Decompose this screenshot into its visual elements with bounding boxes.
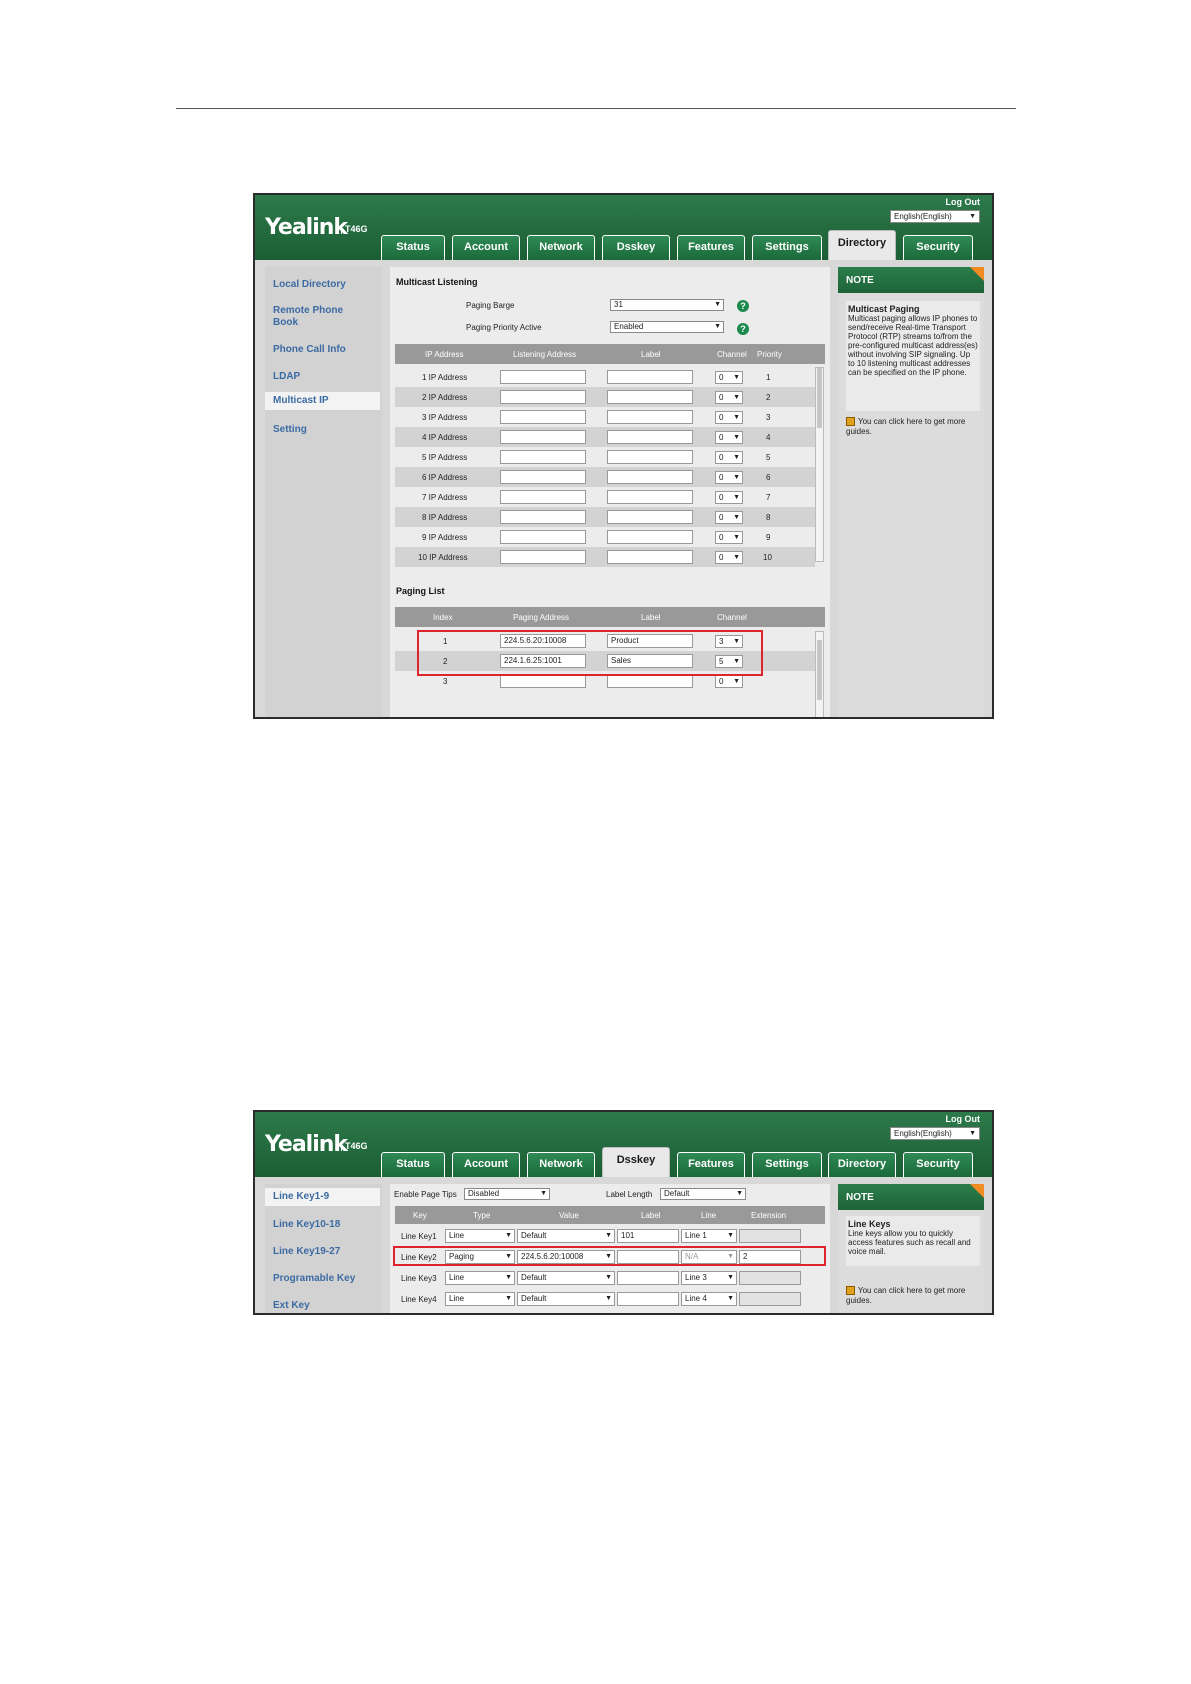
channel-select[interactable]: 0 ▼ bbox=[715, 391, 743, 404]
tab-features[interactable]: Features bbox=[677, 1152, 745, 1177]
chevron-down-icon: ▼ bbox=[733, 534, 740, 541]
col-label: Label bbox=[641, 1211, 661, 1220]
paging-priority-select[interactable]: Enabled ▼ bbox=[610, 321, 724, 333]
sidebar-item-ext-key[interactable]: Ext Key bbox=[273, 1300, 310, 1311]
line-select[interactable]: N/A ▼ bbox=[681, 1250, 737, 1264]
help-icon[interactable]: ? bbox=[737, 300, 749, 312]
sidebar bbox=[265, 267, 382, 717]
tab-dsskey[interactable]: Dsskey bbox=[602, 1147, 670, 1177]
label-length-select[interactable]: Default ▼ bbox=[660, 1188, 746, 1200]
table-row bbox=[395, 487, 815, 507]
extension-input[interactable] bbox=[739, 1229, 801, 1243]
col-label: Label bbox=[641, 350, 661, 359]
sidebar-item-line-key1-9[interactable]: Line Key1-9 bbox=[265, 1188, 380, 1206]
col-channel: Channel bbox=[717, 350, 747, 359]
sidebar-item-local-directory[interactable]: Local Directory bbox=[273, 279, 346, 290]
row-key: Line Key2 bbox=[401, 1253, 437, 1262]
table-row bbox=[395, 447, 815, 467]
model-label: T46G bbox=[341, 1141, 368, 1151]
line-select[interactable]: Line 3 ▼ bbox=[681, 1271, 737, 1285]
note-text: Line keys allow you to quickly access features such as recall and voice mail. bbox=[848, 1229, 971, 1256]
chevron-down-icon: ▼ bbox=[505, 1274, 512, 1281]
label-input[interactable] bbox=[617, 1292, 679, 1306]
label-length-label: Label Length bbox=[606, 1190, 653, 1199]
channel-select[interactable]: 0 ▼ bbox=[715, 675, 743, 688]
priority-value: 4 bbox=[766, 433, 771, 442]
col-paging-address: Paging Address bbox=[513, 613, 570, 622]
chevron-down-icon: ▼ bbox=[969, 213, 976, 220]
note-title: Line Keys bbox=[848, 1219, 891, 1229]
col-line: Line bbox=[701, 1211, 717, 1220]
book-icon bbox=[846, 1286, 855, 1295]
row-index: 3 bbox=[443, 677, 448, 686]
chevron-down-icon: ▼ bbox=[733, 678, 740, 685]
tab-dsskey[interactable]: Dsskey bbox=[602, 235, 670, 260]
table-row bbox=[395, 467, 815, 487]
note-text: Multicast paging allows IP phones to send/receive Real-time Transport Protocol (RTP) streams to/from the pre-configured multicast address(es) without involving SIP signaling. Up to 10 listening multicast addresses can be specified on the IP phone. bbox=[848, 314, 978, 377]
model-label: T46G bbox=[341, 224, 368, 234]
book-icon bbox=[846, 417, 855, 426]
chevron-down-icon: ▼ bbox=[733, 474, 740, 481]
priority-value: 7 bbox=[766, 493, 771, 502]
type-select[interactable]: Line ▼ bbox=[445, 1271, 515, 1285]
row-label: 7 IP Address bbox=[422, 493, 468, 502]
listening-scrollbar[interactable] bbox=[815, 367, 824, 562]
highlight-box bbox=[417, 630, 763, 676]
priority-value: 2 bbox=[766, 393, 771, 402]
main-panel bbox=[390, 267, 830, 717]
paging-scrollbar[interactable] bbox=[815, 631, 824, 719]
listening-table-header bbox=[395, 344, 825, 364]
chevron-down-icon: ▼ bbox=[733, 414, 740, 421]
multicast-ip-screenshot bbox=[253, 193, 994, 719]
note-header: NOTE bbox=[838, 267, 984, 293]
channel-select[interactable]: 0 ▼ bbox=[715, 551, 743, 564]
row-label: 9 IP Address bbox=[422, 533, 468, 542]
chevron-down-icon: ▼ bbox=[733, 394, 740, 401]
tab-directory[interactable]: Directory bbox=[828, 230, 896, 260]
paging-barge-label: Paging Barge bbox=[466, 301, 515, 310]
label-input[interactable] bbox=[607, 470, 693, 484]
table-row bbox=[395, 547, 815, 567]
enable-page-tips-select[interactable]: Disabled ▼ bbox=[464, 1188, 550, 1200]
note-title: Multicast Paging bbox=[848, 304, 920, 314]
chevron-down-icon: ▼ bbox=[714, 323, 721, 330]
enable-page-tips-label: Enable Page Tips bbox=[394, 1190, 457, 1199]
col-ip-address: IP Address bbox=[425, 350, 464, 359]
guide-link[interactable]: You can click here to get more guides. bbox=[846, 417, 966, 436]
chevron-down-icon: ▼ bbox=[736, 1190, 743, 1197]
channel-select[interactable]: 5 ▼ bbox=[715, 655, 743, 668]
table-row bbox=[395, 407, 815, 427]
channel-select[interactable]: 0 ▼ bbox=[715, 411, 743, 424]
value-select[interactable]: Default ▼ bbox=[517, 1271, 615, 1285]
channel-select[interactable]: 3 ▼ bbox=[715, 635, 743, 648]
row-label: 10 IP Address bbox=[418, 553, 468, 562]
language-select[interactable]: English(English) ▼ bbox=[890, 210, 980, 223]
paging-table-header bbox=[395, 607, 825, 627]
dsskey-screenshot bbox=[253, 1110, 994, 1315]
sidebar bbox=[265, 1184, 382, 1313]
chevron-down-icon: ▼ bbox=[969, 1130, 976, 1137]
yealink-logo: Yealink bbox=[265, 1132, 348, 1157]
tab-security[interactable]: Security bbox=[903, 1152, 973, 1177]
row-label: 5 IP Address bbox=[422, 453, 468, 462]
listening-address-input[interactable] bbox=[500, 390, 586, 404]
line-select[interactable]: Line 4 ▼ bbox=[681, 1292, 737, 1306]
label-input[interactable] bbox=[607, 550, 693, 564]
note-corner-icon bbox=[970, 267, 984, 281]
value-select[interactable]: Default ▼ bbox=[517, 1229, 615, 1243]
label-input[interactable]: Product bbox=[607, 634, 693, 648]
sidebar-item-programable-key[interactable]: Programable Key bbox=[273, 1273, 356, 1284]
row-label: 1 IP Address bbox=[422, 373, 468, 382]
listening-address-input[interactable] bbox=[500, 470, 586, 484]
type-select[interactable]: Line ▼ bbox=[445, 1292, 515, 1306]
channel-select[interactable]: 0 ▼ bbox=[715, 511, 743, 524]
channel-select[interactable]: 0 ▼ bbox=[715, 431, 743, 444]
tab-status[interactable]: Status bbox=[381, 235, 445, 260]
paging-address-input[interactable]: 224.5.6.20:10008 bbox=[500, 634, 586, 648]
chevron-down-icon: ▼ bbox=[733, 514, 740, 521]
col-extension: Extension bbox=[751, 1211, 787, 1220]
chevron-down-icon: ▼ bbox=[540, 1190, 547, 1197]
listening-address-input[interactable] bbox=[500, 550, 586, 564]
help-icon[interactable]: ? bbox=[737, 323, 749, 335]
label-input[interactable] bbox=[607, 490, 693, 504]
listening-address-input[interactable] bbox=[500, 490, 586, 504]
priority-value: 3 bbox=[766, 413, 771, 422]
tab-settings[interactable]: Settings bbox=[752, 1152, 822, 1177]
chevron-down-icon: ▼ bbox=[505, 1253, 512, 1260]
chevron-down-icon: ▼ bbox=[733, 554, 740, 561]
col-index: Index bbox=[433, 613, 453, 622]
table-row bbox=[395, 1268, 815, 1289]
page-header-rule bbox=[176, 108, 1016, 109]
value-select[interactable]: Default ▼ bbox=[517, 1292, 615, 1306]
line-select[interactable]: Line 1 ▼ bbox=[681, 1229, 737, 1243]
header-bar bbox=[255, 195, 992, 260]
type-select[interactable]: Paging ▼ bbox=[445, 1250, 515, 1264]
chevron-down-icon: ▼ bbox=[505, 1232, 512, 1239]
row-key: Line Key1 bbox=[401, 1232, 437, 1241]
chevron-down-icon: ▼ bbox=[605, 1274, 612, 1281]
listening-address-input[interactable] bbox=[500, 530, 586, 544]
col-type: Type bbox=[473, 1211, 491, 1220]
priority-value: 5 bbox=[766, 453, 771, 462]
channel-select[interactable]: 0 ▼ bbox=[715, 491, 743, 504]
row-label: 6 IP Address bbox=[422, 473, 468, 482]
tab-features[interactable]: Features bbox=[677, 235, 745, 260]
chevron-down-icon: ▼ bbox=[733, 434, 740, 441]
note-corner-icon bbox=[970, 1184, 984, 1198]
channel-select[interactable]: 0 ▼ bbox=[715, 531, 743, 544]
channel-select[interactable]: 0 ▼ bbox=[715, 371, 743, 384]
listening-address-input[interactable] bbox=[500, 410, 586, 424]
col-label: Label bbox=[641, 613, 661, 622]
chevron-down-icon: ▼ bbox=[733, 454, 740, 461]
sidebar-item-phone-call-info[interactable]: Phone Call Info bbox=[273, 344, 346, 355]
chevron-down-icon: ▼ bbox=[727, 1295, 734, 1302]
label-input[interactable] bbox=[617, 1271, 679, 1285]
chevron-down-icon: ▼ bbox=[727, 1274, 734, 1281]
tab-settings[interactable]: Settings bbox=[752, 235, 822, 260]
listening-address-input[interactable] bbox=[500, 430, 586, 444]
row-label: 4 IP Address bbox=[422, 433, 468, 442]
extension-input[interactable]: 2 bbox=[739, 1250, 801, 1264]
label-input[interactable] bbox=[607, 450, 693, 464]
col-priority: Priority bbox=[757, 350, 782, 359]
yealink-logo: Yealink bbox=[265, 215, 348, 240]
label-input[interactable]: 101 bbox=[617, 1229, 679, 1243]
label-input[interactable] bbox=[607, 510, 693, 524]
label-input[interactable] bbox=[607, 370, 693, 384]
note-panel bbox=[838, 267, 984, 717]
sidebar-item-ldap[interactable]: LDAP bbox=[273, 371, 301, 382]
table-row bbox=[395, 1226, 815, 1247]
priority-value: 8 bbox=[766, 513, 771, 522]
note-panel bbox=[838, 1184, 984, 1313]
sidebar-item-setting[interactable]: Setting bbox=[273, 424, 307, 435]
chevron-down-icon: ▼ bbox=[505, 1295, 512, 1302]
row-label: 2 IP Address bbox=[422, 393, 468, 402]
label-input[interactable] bbox=[607, 674, 693, 688]
chevron-down-icon: ▼ bbox=[727, 1253, 734, 1260]
col-key: Key bbox=[413, 1211, 427, 1220]
row-key: Line Key4 bbox=[401, 1295, 437, 1304]
table-row bbox=[395, 507, 815, 527]
label-input[interactable] bbox=[607, 530, 693, 544]
col-value: Value bbox=[559, 1211, 579, 1220]
sidebar-item-line-key19-27[interactable]: Line Key19-27 bbox=[273, 1246, 341, 1257]
sidebar-item-line-key10-18[interactable]: Line Key10-18 bbox=[273, 1219, 341, 1230]
value-select[interactable]: 224.5.6.20:10008 ▼ bbox=[517, 1250, 615, 1264]
tab-directory[interactable]: Directory bbox=[828, 1152, 896, 1177]
chevron-down-icon: ▼ bbox=[605, 1295, 612, 1302]
row-index: 1 bbox=[443, 637, 448, 646]
multicast-listening-title: Multicast Listening bbox=[396, 277, 478, 287]
table-row bbox=[395, 1289, 815, 1310]
table-row bbox=[395, 367, 815, 387]
header-bar bbox=[255, 1112, 992, 1177]
listening-address-input[interactable] bbox=[500, 510, 586, 524]
chevron-down-icon: ▼ bbox=[605, 1232, 612, 1239]
chevron-down-icon: ▼ bbox=[733, 658, 740, 665]
note-body bbox=[846, 1216, 980, 1266]
tab-account[interactable]: Account bbox=[452, 235, 520, 260]
row-key: Line Key3 bbox=[401, 1274, 437, 1283]
listening-address-input[interactable] bbox=[500, 450, 586, 464]
row-label: 8 IP Address bbox=[422, 513, 468, 522]
table-row bbox=[395, 387, 815, 407]
chevron-down-icon: ▼ bbox=[605, 1253, 612, 1260]
type-select[interactable]: Line ▼ bbox=[445, 1229, 515, 1243]
paging-address-input[interactable]: 224.1.6.25:1001 bbox=[500, 654, 586, 668]
chevron-down-icon: ▼ bbox=[714, 301, 721, 308]
note-body bbox=[846, 301, 980, 411]
chevron-down-icon: ▼ bbox=[727, 1232, 734, 1239]
paging-priority-label: Paging Priority Active bbox=[466, 323, 542, 332]
sidebar-item-multicast-ip[interactable]: Multicast IP bbox=[265, 392, 380, 410]
paging-barge-select[interactable]: 31 ▼ bbox=[610, 299, 724, 311]
paging-address-input[interactable] bbox=[500, 674, 586, 688]
col-listening-address: Listening Address bbox=[513, 350, 577, 359]
paging-list-title: Paging List bbox=[396, 586, 445, 596]
tab-security[interactable]: Security bbox=[903, 235, 973, 260]
label-input[interactable] bbox=[607, 430, 693, 444]
extension-input[interactable] bbox=[739, 1271, 801, 1285]
channel-select[interactable]: 0 ▼ bbox=[715, 471, 743, 484]
tab-network[interactable]: Network bbox=[527, 1152, 595, 1177]
priority-value: 9 bbox=[766, 533, 771, 542]
row-label: 3 IP Address bbox=[422, 413, 468, 422]
extension-input[interactable] bbox=[739, 1292, 801, 1306]
guide-link[interactable]: You can click here to get more guides. bbox=[846, 1286, 966, 1305]
logout-link[interactable]: Log Out bbox=[945, 1114, 980, 1124]
chevron-down-icon: ▼ bbox=[733, 638, 740, 645]
label-input[interactable]: Sales bbox=[607, 654, 693, 668]
note-header: NOTE bbox=[838, 1184, 984, 1210]
tab-account[interactable]: Account bbox=[452, 1152, 520, 1177]
label-input[interactable] bbox=[607, 390, 693, 404]
highlight-box bbox=[393, 1246, 826, 1266]
language-select[interactable]: English(English) ▼ bbox=[890, 1127, 980, 1140]
listening-address-input[interactable] bbox=[500, 370, 586, 384]
main-panel bbox=[390, 1184, 830, 1313]
table-row bbox=[395, 527, 815, 547]
chevron-down-icon: ▼ bbox=[733, 374, 740, 381]
tab-status[interactable]: Status bbox=[381, 1152, 445, 1177]
logout-link[interactable]: Log Out bbox=[945, 197, 980, 207]
dsskey-table-header bbox=[395, 1206, 825, 1224]
priority-value: 6 bbox=[766, 473, 771, 482]
channel-select[interactable]: 0 ▼ bbox=[715, 451, 743, 464]
sidebar-item-remote-phone-book[interactable]: Remote Phone Book bbox=[273, 305, 344, 328]
priority-value: 10 bbox=[763, 553, 772, 562]
label-input[interactable] bbox=[607, 410, 693, 424]
table-row bbox=[395, 427, 815, 447]
tab-network[interactable]: Network bbox=[527, 235, 595, 260]
row-index: 2 bbox=[443, 657, 448, 666]
col-channel: Channel bbox=[717, 613, 747, 622]
priority-value: 1 bbox=[766, 373, 771, 382]
chevron-down-icon: ▼ bbox=[733, 494, 740, 501]
